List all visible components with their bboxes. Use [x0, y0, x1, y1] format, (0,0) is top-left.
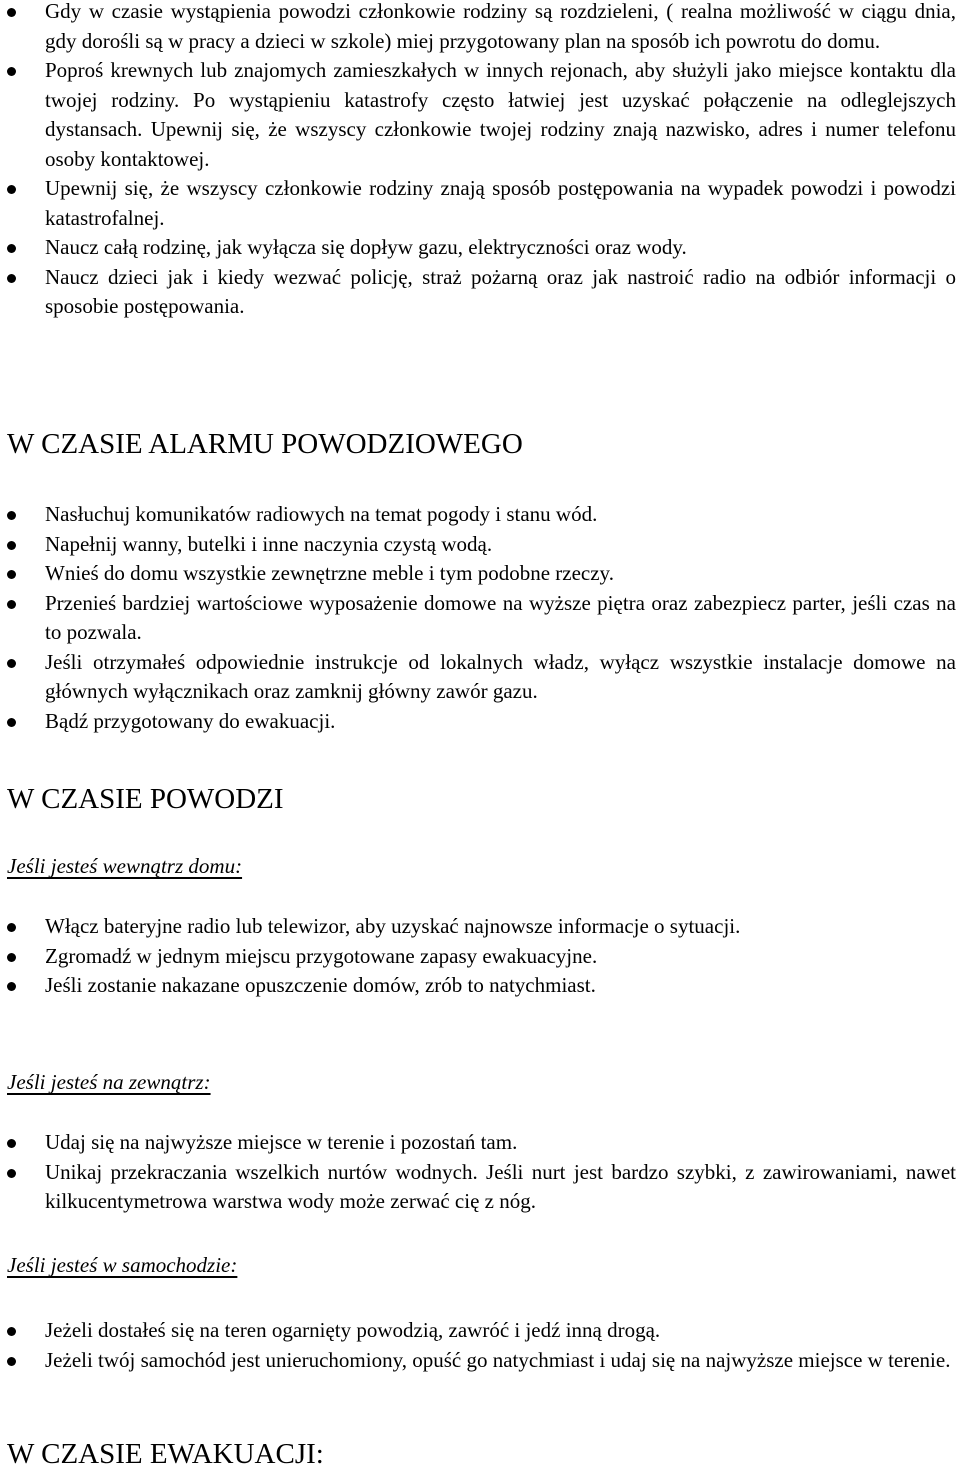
- inside-heading: Jeśli jesteś wewnątrz domu:: [7, 854, 243, 878]
- list-item: [0, 530, 960, 560]
- list-item: [0, 589, 960, 648]
- intro-list: [0, 0, 960, 322]
- list-item-text: Zgromadź w jednym miejscu przygotowane zapasy ewakuacyjne.: [45, 943, 598, 968]
- bullet-icon: [7, 1327, 16, 1336]
- list-item-text: Włącz bateryjne radio lub telewizor, aby uzyskać najnowsze informacje o sytuacji.: [45, 914, 741, 938]
- alarm-heading: W CZASIE ALARMU POWODZIOWEGO: [7, 428, 523, 460]
- bullet-icon: [7, 274, 16, 283]
- list-item-text: Wnieś do domu wszystkie zewnętrzne meble i tym podobne rzeczy.: [45, 561, 614, 585]
- list-item-text: Naucz całą rodzinę, jak wyłącza się dopływ gazu, elektryczności oraz wody.: [45, 235, 687, 259]
- outside-heading: Jeśli jesteś na zewnątrz:: [7, 1070, 211, 1094]
- bullet-icon: [7, 1169, 16, 1178]
- list-item: [0, 1346, 960, 1376]
- bullet-icon: [7, 1357, 16, 1366]
- list-item: [0, 0, 960, 56]
- car-list: [0, 1316, 960, 1375]
- list-item: [0, 263, 960, 322]
- list-item-text: Bądź przygotowany do ewakuacji.: [45, 708, 336, 733]
- list-item-text: Naucz dzieci jak i kiedy wezwać policję, straż pożarną oraz jak nastroić radio na odbiór informacji o sposobie postępowania.: [45, 264, 956, 318]
- list-item: [0, 971, 960, 1001]
- bullet-icon: [7, 541, 16, 550]
- bullet-icon: [7, 659, 16, 668]
- list-item-text: Nasłuchuj komunikatów radiowych na temat pogody i stanu wód.: [45, 502, 598, 526]
- list-item: [0, 174, 960, 233]
- bullet-icon: [7, 8, 16, 17]
- list-item: [0, 500, 960, 530]
- list-item: [0, 233, 960, 263]
- alarm-list: [0, 500, 960, 736]
- list-item: [0, 912, 960, 942]
- bullet-icon: [7, 600, 16, 609]
- list-item: [0, 559, 960, 589]
- list-item-text: Jeśli zostanie nakazane opuszczenie domów, zrób to natychmiast.: [45, 973, 596, 997]
- evacuation-heading: W CZASIE EWAKUACJI:: [7, 1438, 324, 1470]
- list-item: [0, 1316, 960, 1346]
- list-item: [0, 942, 960, 972]
- list-item-text: Upewnij się, że wszyscy członkowie rodziny znają sposób postępowania na wypadek powodzi i powodzi katastrofalnej.: [45, 176, 956, 230]
- list-item-text: Gdy w czasie wystąpienia powodzi członkowie rodziny są rozdzieleni, ( realna możliwość w ciągu dnia, gdy dorośli są w pracy a dzieci w szkole) miej przygotowany plan na sposób ich powrotu do domu.: [45, 0, 956, 53]
- list-item: [0, 1128, 960, 1158]
- list-item-text: Jeśli otrzymałeś odpowiednie instrukcje od lokalnych władz, wyłącz wszystkie instalacje domowe na głównych wyłącznikach oraz zamknij główny zawór gazu.: [45, 649, 956, 703]
- bullet-icon: [7, 511, 16, 520]
- list-item: [0, 1158, 960, 1217]
- list-item: [0, 707, 960, 737]
- bullet-icon: [7, 923, 16, 932]
- bullet-icon: [7, 953, 16, 962]
- list-item-text: Napełnij wanny, butelki i inne naczynia czystą wodą.: [45, 531, 493, 556]
- outside-list: [0, 1128, 960, 1217]
- bullet-icon: [7, 244, 16, 253]
- bullet-icon: [7, 982, 16, 991]
- list-item-text: Poproś krewnych lub znajomych zamieszkałych w innych rejonach, aby służyli jako miejsce kontaktu dla twojej rodziny. Po wystąpieniu katastrofy często łatwiej jest uzyskać połączenie na odleglejszych dystansach. Upewnij się, że wszyscy członkowie twojej rodziny znają nazwisko, adres i numer telefonu osoby kontaktowej.: [45, 58, 956, 171]
- list-item-text: Jeżeli twój samochód jest unieruchomiony, opuść go natychmiast i udaj się na najwyższe miejsce w terenie.: [45, 1347, 951, 1372]
- bullet-icon: [7, 570, 16, 579]
- bullet-icon: [7, 718, 16, 727]
- list-item-text: Udaj się na najwyższe miejsce w terenie i pozostań tam.: [45, 1130, 518, 1154]
- flood-heading: W CZASIE POWODZI: [7, 783, 284, 815]
- bullet-icon: [7, 185, 16, 194]
- bullet-icon: [7, 1139, 16, 1148]
- car-heading: Jeśli jesteś w samochodzie:: [7, 1253, 238, 1277]
- list-item: [0, 56, 960, 174]
- list-item: [0, 648, 960, 707]
- list-item-text: Przenieś bardziej wartościowe wyposażenie domowe na wyższe piętra oraz zabezpiecz parter, jeśli czas na to pozwala.: [45, 590, 956, 644]
- inside-list: [0, 912, 960, 1001]
- bullet-icon: [7, 67, 16, 76]
- list-item-text: Jeżeli dostałeś się na teren ogarnięty powodzią, zawróć i jedź inną drogą.: [45, 1318, 661, 1342]
- list-item-text: Unikaj przekraczania wszelkich nurtów wodnych. Jeśli nurt jest bardzo szybki, z zawirowaniami, nawet kilkucentymetrowa warstwa wody może zerwać cię z nóg.: [45, 1159, 956, 1213]
